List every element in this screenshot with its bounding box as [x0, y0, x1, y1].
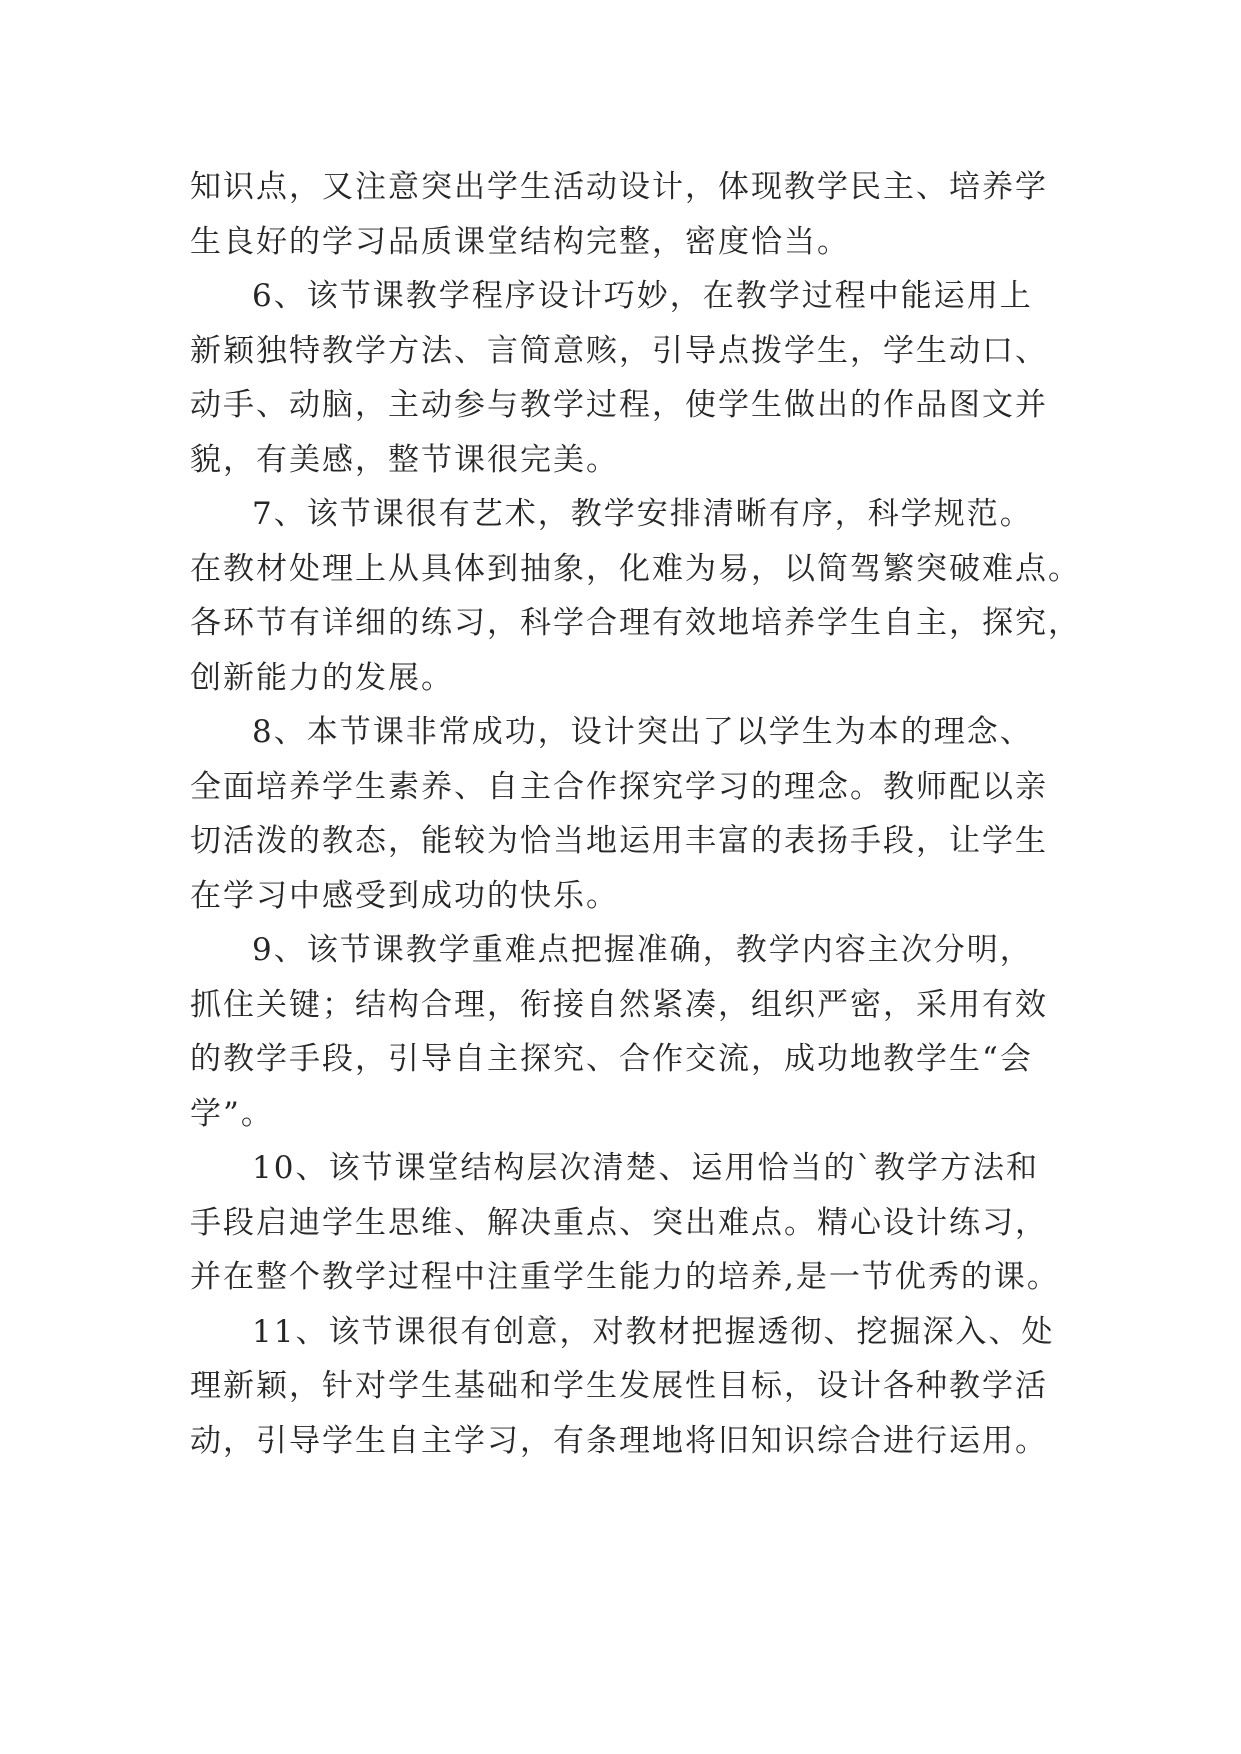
paragraph-item-6 — [190, 269, 1070, 487]
text-line: 全面培养学生素养、自主合作探究学习的理念。教师配以亲 — [190, 768, 1048, 805]
text-line: 生良好的学习品质课堂结构完整，密度恰当。 — [190, 223, 850, 260]
text-line: 新颖独特教学方法、言简意赅，引导点拨学生，学生动口、 — [190, 332, 1048, 369]
text-line: 理新颖，针对学生基础和学生发展性目标，设计各种教学活 — [190, 1368, 1048, 1404]
text-line: 的教学手段，引导自主探究、合作交流，成功地教学生“会 — [190, 1041, 1033, 1077]
text-line: 在学习中感受到成功的快乐。 — [190, 877, 619, 914]
paragraph-item-9 — [190, 923, 1070, 1141]
text-line: 抓住关键；结构合理，衔接自然紧凑，组织严密，采用有效 — [190, 986, 1048, 1023]
text-line: 9、该节课教学重难点把握准确，教学内容主次分明， — [252, 932, 1033, 968]
text-line: 各环节有详细的练习，科学合理有效地培养学生自主，探究， — [190, 605, 1081, 641]
text-line: 在教材处理上从具体到抽象，化难为易，以简驾繁突破难点。 — [190, 550, 1081, 587]
paragraph-item-8 — [190, 705, 1070, 923]
text-line: 8、本节课非常成功，设计突出了以学生为本的理念、 — [252, 714, 1033, 750]
text-line: 6、该节课教学程序设计巧妙，在教学过程中能运用上 — [252, 278, 1033, 314]
text-line: 切活泼的教态，能较为恰当地运用丰富的表扬手段，让学生 — [190, 823, 1048, 859]
text-line: 知识点，又注意突出学生活动设计，体现教学民主、培养学 — [190, 169, 1048, 205]
text-line: 11、该节课很有创意，对教材把握透彻、挖掘深入、处 — [252, 1313, 1055, 1350]
text-line: 创新能力的发展。 — [190, 659, 454, 696]
paragraph-item-10 — [190, 1141, 1070, 1305]
text-line: 10、该节课堂结构层次清楚、运用恰当的`教学方法和 — [252, 1150, 1039, 1186]
paragraph-item-7 — [190, 487, 1081, 705]
document-body — [190, 160, 1081, 1468]
text-line: 学”。 — [190, 1095, 274, 1132]
text-line: 7、该节课很有艺术，教学安排清晰有序，科学规范。 — [252, 496, 1033, 532]
text-line: 貌，有美感，整节课很完美。 — [190, 441, 619, 478]
text-line: 并在整个教学过程中注重学生能力的培养,是一节优秀的课。 — [190, 1259, 1060, 1295]
text-line: 动，引导学生自主学习，有条理地将旧知识综合进行运用。 — [190, 1422, 1048, 1459]
paragraph-item-11 — [190, 1305, 1070, 1469]
paragraph-continuation — [190, 160, 1070, 269]
text-line: 手段启迪学生思维、解决重点、突出难点。精心设计练习， — [190, 1204, 1048, 1241]
text-line: 动手、动脑，主动参与教学过程，使学生做出的作品图文并 — [190, 387, 1048, 423]
